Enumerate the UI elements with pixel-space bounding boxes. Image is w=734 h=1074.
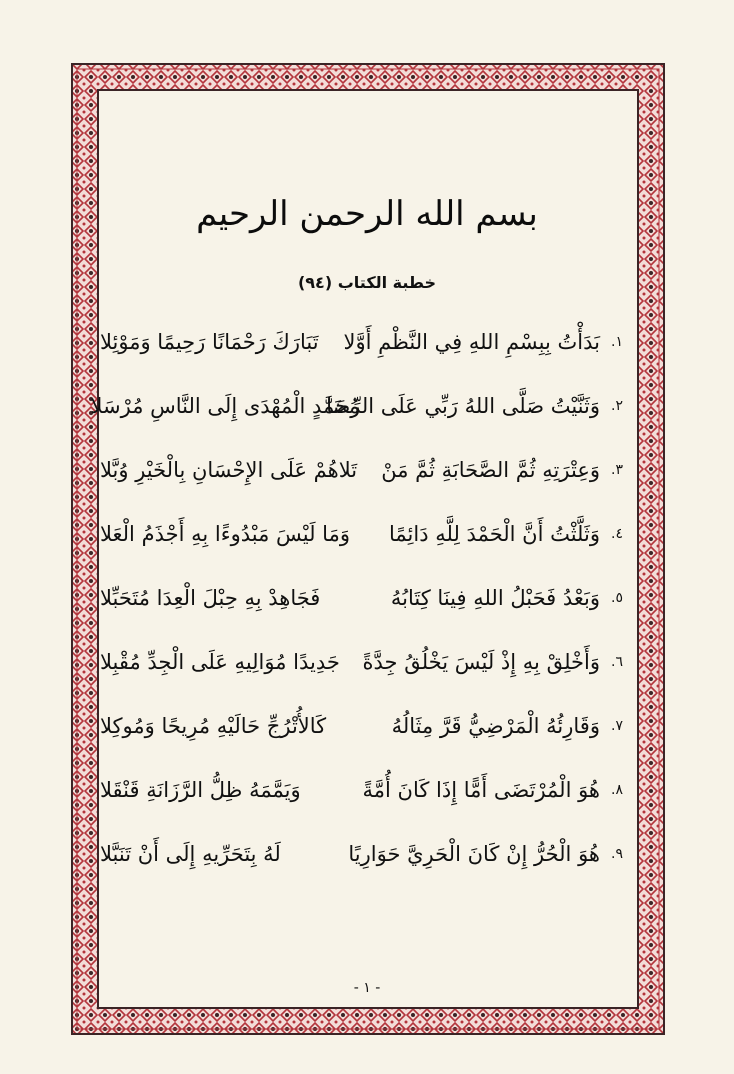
verse-number: ١.	[611, 334, 623, 350]
verse-second-hemistich: وَيَمَّمَهُ ظِلُّ الرَّزَانَةِ قَنْقَلا	[100, 778, 301, 802]
verse-line	[100, 438, 634, 502]
verse-number: ٩.	[611, 846, 623, 862]
basmala-calligraphy: بسم الله الرحمن الرحيم	[196, 194, 538, 234]
verse-line	[100, 758, 634, 822]
verse-second-hemistich: فَجَاهِدْ بِهِ حِبْلَ الْعِدَا مُتَحَبِّلا	[100, 586, 321, 610]
verse-first-hemistich: وَعِتْرَتِهِ ثُمَّ الصَّحَابَةِ ثُمَّ مَنْ	[381, 458, 600, 482]
verse-line	[100, 566, 634, 630]
verse-line	[100, 630, 634, 694]
verse-first-hemistich: وَأَخْلِقْ بِهِ إِذْ لَيْسَ يَخْلُقُ جِدَّةً	[362, 650, 600, 674]
verse-line	[100, 694, 634, 758]
page-number: - ١ -	[353, 980, 381, 996]
verse-second-hemistich: كَالأُتْرُجِّ حَالَيْهِ مُرِيحًا وَمُوكِلا	[100, 714, 327, 738]
verse-number: ٢.	[611, 398, 623, 414]
verse-second-hemistich: لَهُ بِتَحَرِّيهِ إِلَى أَنْ تَنَبَّلا	[100, 842, 281, 866]
verse-line	[90, 374, 634, 438]
verse-second-hemistich: تَلاهُمْ عَلَى الإِحْسَانِ بِالْخَيْرِ وُبَّلا	[100, 458, 358, 482]
verse-number: ٥.	[611, 590, 623, 606]
verse-first-hemistich: بَدَأْتُ بِبِسْمِ اللهِ فِي النَّظْمِ أَوَّلا	[343, 330, 600, 354]
verse-number: ٣.	[611, 462, 623, 478]
verse-line	[100, 822, 634, 886]
verse-number: ٦.	[611, 654, 623, 670]
verse-first-hemistich: هُوَ الْمُرْتَضَى أَمًّا إِذَا كَانَ أُمَّةً	[362, 778, 600, 802]
verse-number: ٤.	[611, 526, 623, 542]
verse-list	[90, 310, 634, 886]
page-content	[90, 90, 634, 996]
verse-second-hemistich: مُحَمَّدٍ الْمُهْدَى إِلَى النَّاسِ مُرْسَلا	[90, 394, 360, 418]
verse-first-hemistich: هُوَ الْحُرُّ إِنْ كَانَ الْحَرِيَّ حَوَارِيًا	[348, 842, 600, 866]
section-title: خطبة الكتاب (٩٤)	[297, 273, 437, 292]
verse-first-hemistich: وَثَنَّيْتُ صَلَّى اللهُ رَبِّي عَلَى الرِّضَا	[326, 394, 600, 418]
verse-line	[100, 310, 634, 374]
verse-line	[100, 502, 634, 566]
verse-second-hemistich: تَبَارَكَ رَحْمَانًا رَحِيمًا وَمَوْئِلا	[100, 330, 319, 354]
verse-number: ٧.	[611, 718, 623, 734]
verse-first-hemistich: وَثَلَّثْتُ أَنَّ الْحَمْدَ لِلَّهِ دَائِمًا	[389, 522, 600, 546]
verse-first-hemistich: وَقَارِئُهُ الْمَرْضِيُّ قَرَّ مِثَالُهُ	[391, 714, 600, 738]
verse-second-hemistich: جَدِيدًا مُوَالِيهِ عَلَى الْجِدِّ مُقْبِلا	[100, 650, 340, 674]
verse-second-hemistich: وَمَا لَيْسَ مَبْدُوءًا بِهِ أَجْذَمُ الْعَلا	[100, 522, 350, 546]
verse-number: ٨.	[611, 782, 623, 798]
verse-first-hemistich: وَبَعْدُ فَحَبْلُ اللهِ فِينَا كِتَابُهُ	[390, 586, 600, 610]
